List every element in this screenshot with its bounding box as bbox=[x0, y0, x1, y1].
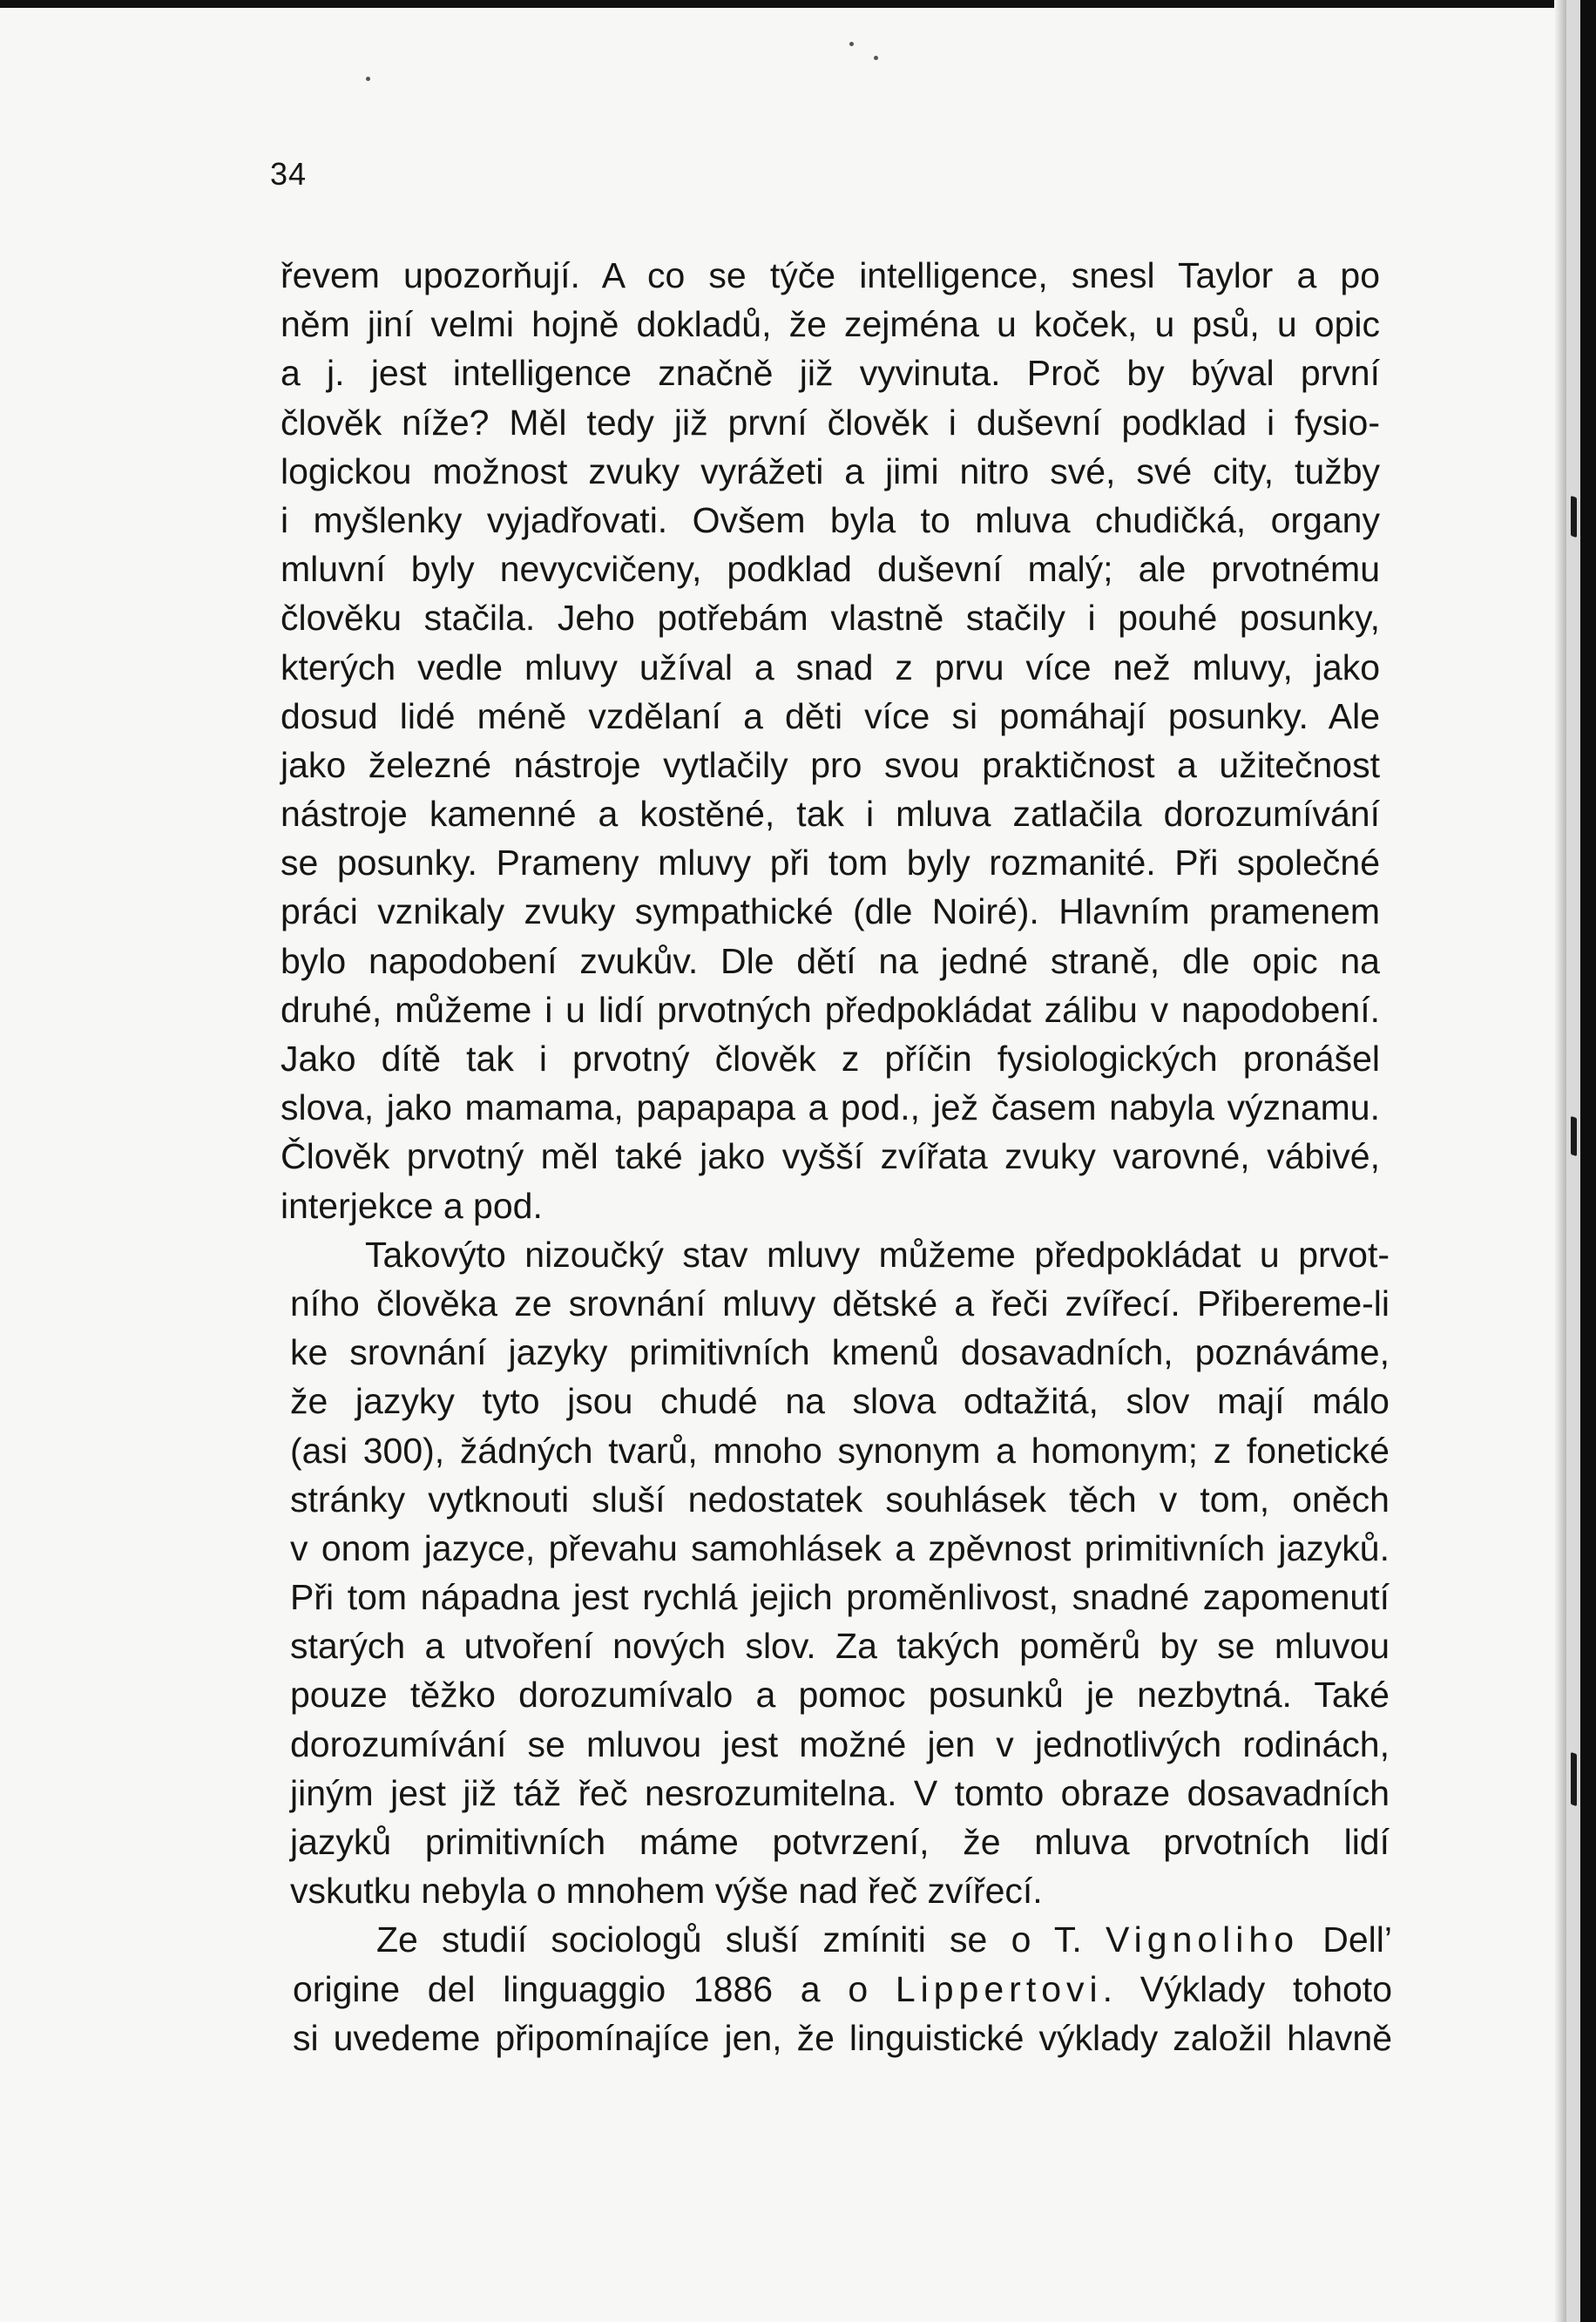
text-line: interjekce a pod. bbox=[281, 1185, 543, 1226]
text-line: vskutku nebyla o mnohem výše nad řeč zvířecí. bbox=[290, 1871, 1043, 1912]
text-line: pouze těžko dorozumívalo a pomoc posunků je nezbytná. Také bbox=[290, 1675, 1390, 1716]
text-segment: origine del linguaggio 1886 a o bbox=[293, 1968, 896, 2009]
text-line: mluvní byly nevycvičeny, podklad duševní malý; ale prvotnému bbox=[281, 549, 1380, 590]
text-line: bylo napodobení zvukův. Dle dětí na jedné straně, dle opic na bbox=[281, 940, 1380, 981]
scan-right-shadow bbox=[1554, 0, 1566, 2322]
text-line: jako železné nástroje vytlačily pro svou praktičnost a užitečnost bbox=[281, 744, 1380, 785]
text-line: logickou možnost zvuky vyrážeti a jimi nitro své, své city, tužby bbox=[281, 450, 1380, 491]
text-line: něm jiní velmi hojně dokladů, že zejména u koček, u psů, u opic bbox=[281, 304, 1380, 345]
text-line: stránky vytknouti sluší nedostatek souhlásek těch v tom, oněch bbox=[290, 1479, 1390, 1520]
scan-mark bbox=[1571, 1752, 1577, 1806]
text-line: ního člověka ze srovnání mluvy dětské a řeči zvířecí. Přibereme-li bbox=[290, 1283, 1390, 1323]
paragraph bbox=[290, 1230, 1390, 1916]
text-segment: Dell’ bbox=[1299, 1919, 1392, 1960]
text-line: že jazyky tyto jsou chudé na slova odtažitá, slov mají málo bbox=[290, 1381, 1390, 1422]
text-line bbox=[293, 1965, 1392, 2014]
scan-mark bbox=[1571, 1116, 1577, 1156]
text-segment: . Výklady tohoto bbox=[1102, 1968, 1392, 2009]
scan-right-edge bbox=[1580, 0, 1596, 2322]
text-line: Člověk prvotný měl také jako vyšší zvířata zvuky varovné, vábivé, bbox=[281, 1136, 1380, 1177]
text-line: člověk níže? Měl tedy již první člověk i duševní podklad i fysio- bbox=[281, 402, 1380, 443]
text-line: Jako dítě tak i prvotný člověk z příčin fysiologických pronášel bbox=[281, 1039, 1380, 1079]
scan-speck bbox=[366, 77, 370, 81]
text-line bbox=[293, 1915, 1392, 1964]
text-line: dorozumívání se mluvou jest možné jen v jednotlivých rodinách, bbox=[290, 1723, 1390, 1764]
scan-mark bbox=[1571, 496, 1577, 538]
text-line: Při tom nápadna jest rychlá jejich proměnlivost, snadné zapomenutí bbox=[290, 1577, 1390, 1618]
text-line: kterých vedle mluvy užíval a snad z prvu více než mluvy, jako bbox=[281, 647, 1380, 687]
text-line: i myšlenky vyjadřovati. Ovšem byla to mluva chudičká, organy bbox=[281, 499, 1380, 540]
text-line: nástroje kamenné a kostěné, tak i mluva zatlačila dorozumívání bbox=[281, 794, 1380, 835]
text-line: dosud lidé méně vzdělaní a děti více si pomáhají posunky. Ale bbox=[281, 695, 1380, 736]
paragraph bbox=[281, 251, 1380, 1230]
scan-top-edge bbox=[0, 0, 1596, 8]
text-line: (asi 300), žádných tvarů, mnoho synonym a homonym; z fonetické bbox=[290, 1430, 1390, 1471]
paragraph bbox=[293, 1915, 1392, 2062]
text-line: a j. jest intelligence značně již vyvinuta. Proč by býval první bbox=[281, 353, 1380, 394]
text-line: si uvedeme připomínajíce jen, že linguistické výklady založil hlavně bbox=[293, 2017, 1392, 2058]
text-line: slova, jako mamama, papapapa a pod., jež časem nabyla významu. bbox=[281, 1087, 1380, 1128]
text-line: ke srovnání jazyky primitivních kmenů dosavadních, poznáváme, bbox=[290, 1332, 1390, 1373]
scan-speck bbox=[849, 42, 854, 46]
text-line: člověku stačila. Jeho potřebám vlastně stačily i pouhé posunky, bbox=[281, 598, 1380, 639]
page-text bbox=[281, 251, 1404, 2062]
text-line: jazyků primitivních máme potvrzení, že mluva prvotních lidí bbox=[290, 1822, 1390, 1862]
text-line: v onom jazyce, převahu samohlásek a zpěvnost primitivních jazyků. bbox=[290, 1527, 1390, 1568]
spaced-author-name: Lippertovi bbox=[895, 1968, 1103, 2009]
text-line: řevem upozorňují. A co se týče intelligence, snesl Taylor a po bbox=[281, 255, 1380, 295]
scan-right-gap bbox=[1566, 0, 1580, 2322]
text-line: se posunky. Prameny mluvy při tom byly rozmanité. Při společné bbox=[281, 843, 1380, 883]
text-line: práci vznikaly zvuky sympathické (dle Noiré). Hlavním pramenem bbox=[281, 891, 1380, 932]
page-number: 34 bbox=[270, 156, 308, 192]
spaced-author-name: Vignoliho bbox=[1106, 1919, 1299, 1960]
text-line: Takovýto nizoučký stav mluvy můžeme předpokládat u prvot- bbox=[365, 1234, 1390, 1275]
text-segment: Ze studií sociologů sluší zmíniti se o T. bbox=[376, 1919, 1106, 1960]
text-line: starých a utvoření nových slov. Za takých poměrů by se mluvou bbox=[290, 1626, 1390, 1667]
text-line: jiným jest již táž řeč nesrozumitelna. V tomto obraze dosavadních bbox=[290, 1772, 1390, 1813]
text-line: druhé, můžeme i u lidí prvotných předpokládat zálibu v napodobení. bbox=[281, 989, 1380, 1030]
scan-speck bbox=[874, 56, 878, 60]
